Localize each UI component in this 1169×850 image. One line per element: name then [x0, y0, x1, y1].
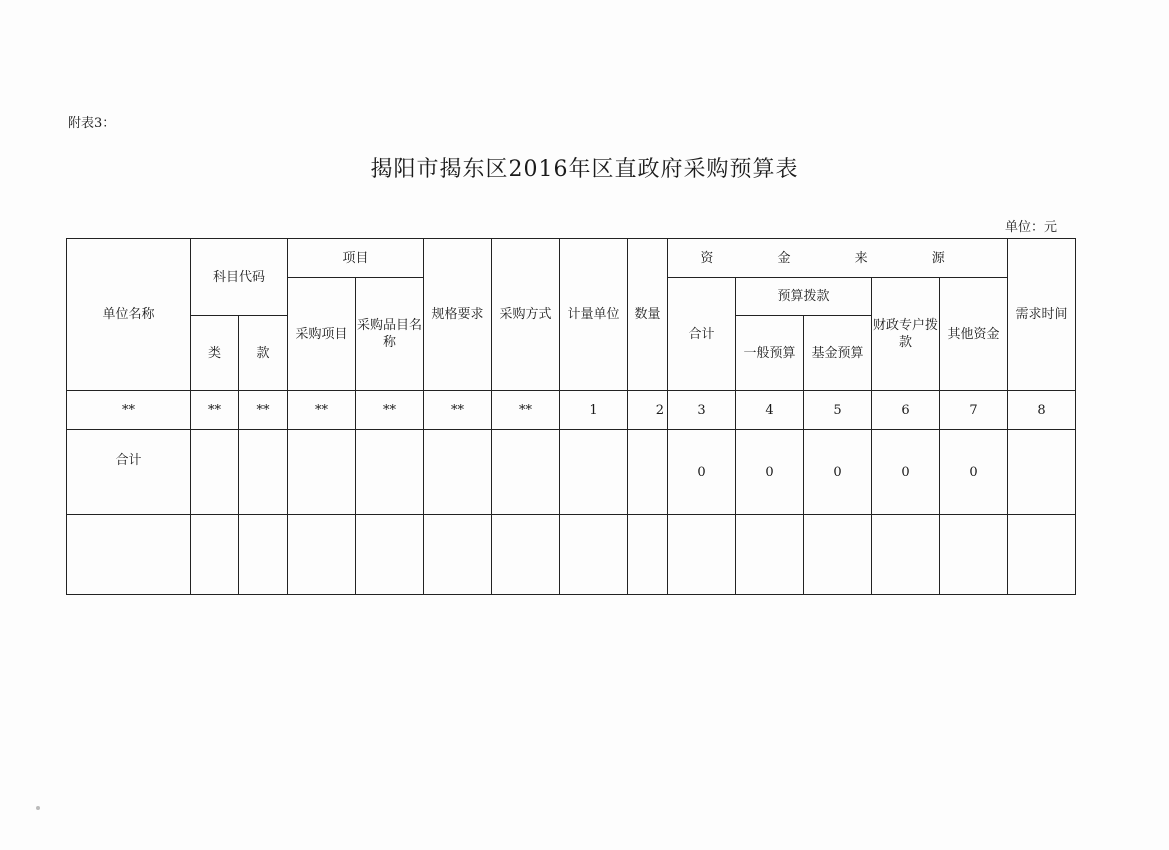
index-cell: 2	[628, 391, 668, 430]
total-row	[67, 430, 1076, 515]
blank-cell	[288, 515, 356, 595]
blank-cell	[872, 515, 940, 595]
total-cell: 0	[668, 430, 736, 515]
total-cell	[1008, 430, 1076, 515]
blank-cell	[67, 515, 191, 595]
total-cell	[356, 430, 424, 515]
scan-speck	[36, 806, 40, 810]
header-measure-unit: 计量单位	[560, 239, 628, 391]
total-cell	[492, 430, 560, 515]
blank-cell	[940, 515, 1008, 595]
header-total: 合计	[668, 278, 736, 391]
total-cell: 0	[804, 430, 872, 515]
total-cell	[560, 430, 628, 515]
blank-cell	[804, 515, 872, 595]
header-procurement-method: 采购方式	[492, 239, 560, 391]
blank-cell	[191, 515, 239, 595]
index-cell: **	[191, 391, 239, 430]
procurement-budget-table	[66, 238, 1076, 595]
total-cell	[628, 430, 668, 515]
header-section: 款	[239, 316, 288, 391]
header-general-budget: 一般预算	[736, 316, 804, 391]
blank-cell	[424, 515, 492, 595]
total-cell: 0	[872, 430, 940, 515]
index-cell: 3	[668, 391, 736, 430]
index-cell: 8	[1008, 391, 1076, 430]
index-cell: 7	[940, 391, 1008, 430]
header-unit-name: 单位名称	[67, 239, 191, 391]
blank-cell	[492, 515, 560, 595]
total-cell	[191, 430, 239, 515]
blank-cell	[668, 515, 736, 595]
header-budget-allocation: 预算拨款	[736, 278, 872, 316]
index-cell: 6	[872, 391, 940, 430]
header-demand-time: 需求时间	[1008, 239, 1076, 391]
annex-label: 附表3：	[68, 116, 116, 131]
total-cell	[239, 430, 288, 515]
header-other-funds: 其他资金	[940, 278, 1008, 391]
total-cell	[288, 430, 356, 515]
unit-label: 单位：元	[1005, 220, 1058, 235]
blank-cell	[356, 515, 424, 595]
index-cell: 4	[736, 391, 804, 430]
header-fund-budget: 基金预算	[804, 316, 872, 391]
total-cell: 0	[940, 430, 1008, 515]
index-cell: **	[67, 391, 191, 430]
header-quantity: 数量	[628, 239, 668, 391]
header-spec-requirement: 规格要求	[424, 239, 492, 391]
index-cell: **	[424, 391, 492, 430]
index-cell: **	[356, 391, 424, 430]
total-row-label: 合计	[67, 430, 191, 515]
blank-cell	[628, 515, 668, 595]
index-cell: **	[288, 391, 356, 430]
index-cell: **	[239, 391, 288, 430]
blank-cell	[239, 515, 288, 595]
index-cell: 1	[560, 391, 628, 430]
page-title: 揭阳市揭东区2016年区直政府采购预算表	[370, 157, 799, 182]
header-procurement-product-name: 采购品目名称	[356, 278, 424, 391]
blank-cell	[560, 515, 628, 595]
total-cell	[424, 430, 492, 515]
header-special-fiscal-allocation: 财政专户拨款	[872, 278, 940, 391]
header-fund-source: 资 金 来 源	[668, 239, 1008, 278]
index-cell: 5	[804, 391, 872, 430]
blank-cell	[1008, 515, 1076, 595]
total-cell: 0	[736, 430, 804, 515]
index-row	[67, 391, 1076, 430]
header-project: 项目	[288, 239, 424, 278]
blank-cell	[736, 515, 804, 595]
header-category: 类	[191, 316, 239, 391]
blank-row	[67, 515, 1076, 595]
index-cell: **	[492, 391, 560, 430]
header-subject-code: 科目代码	[191, 239, 288, 316]
header-procurement-item: 采购项目	[288, 278, 356, 391]
